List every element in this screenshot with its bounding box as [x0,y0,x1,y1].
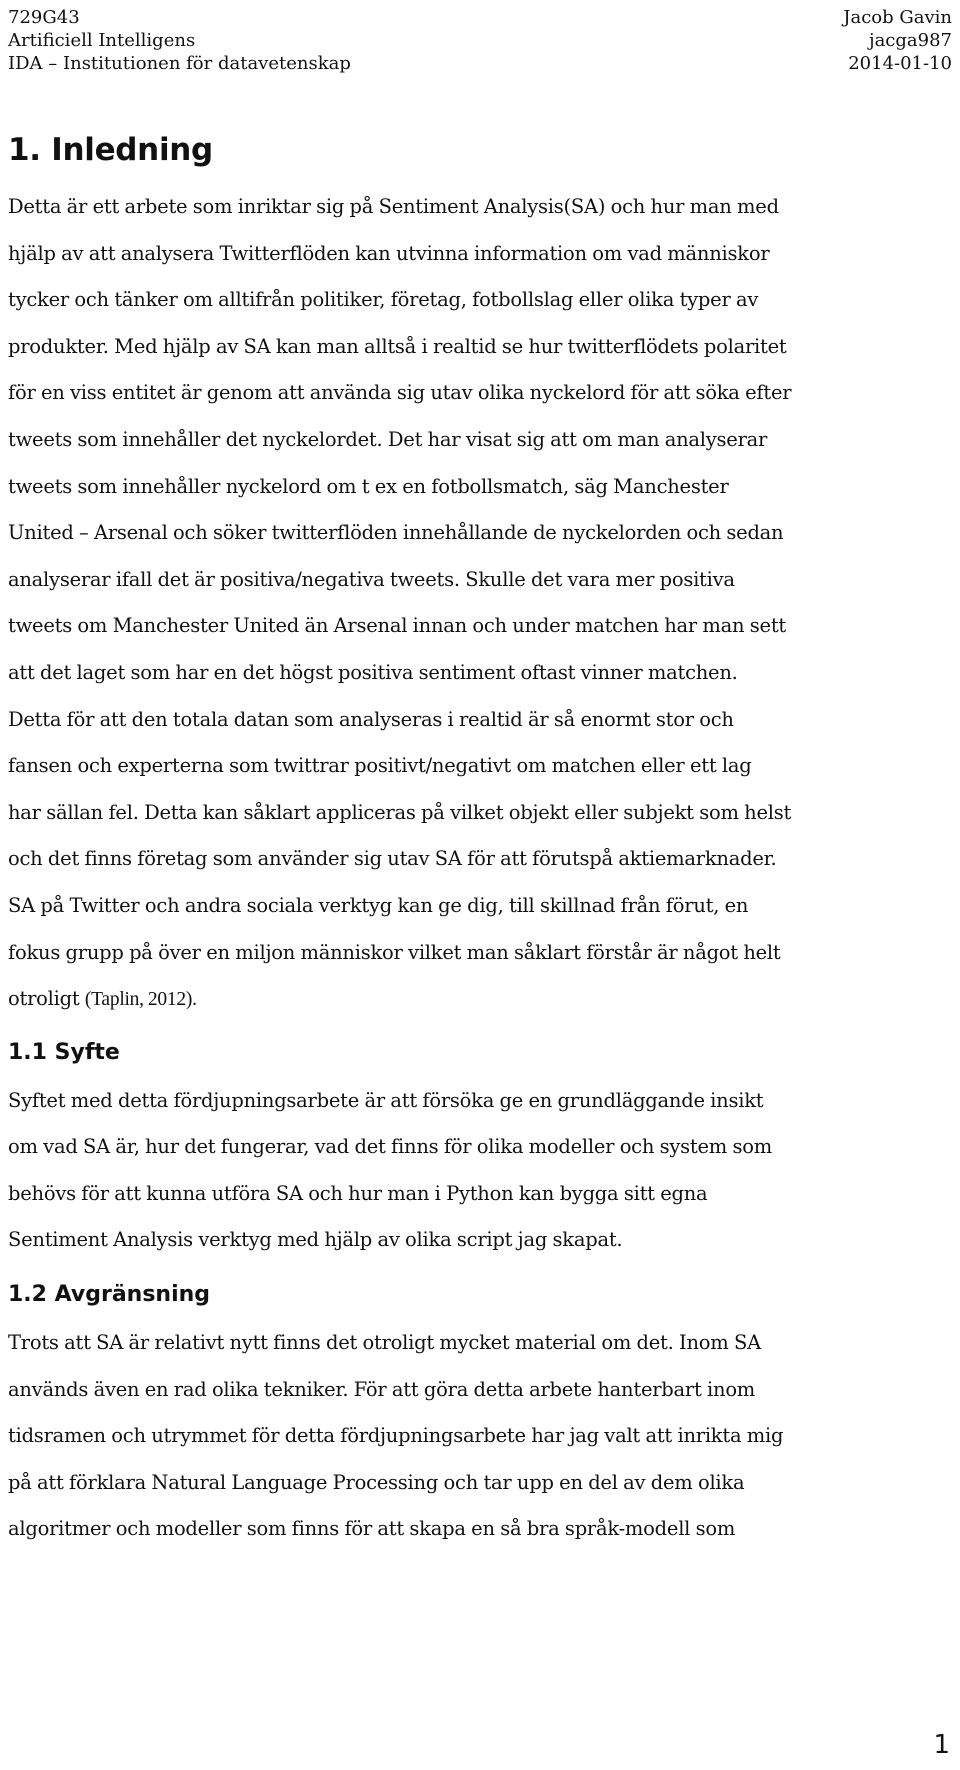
text-line: behövs för att kunna utföra SA och hur man i Python kan bygga sitt egna [8,1181,708,1205]
text-line: har sällan fel. Detta kan såklart appliceras på vilket objekt eller subjekt som helst [8,800,792,824]
text-line: fansen och experterna som twittrar positivt/negativt om matchen eller ett lag [8,754,752,778]
text-line: produkter. Med hjälp av SA kan man alltså i realtid se hur twitterflödets polaritet [8,334,787,358]
text-line: Detta är ett arbete som inriktar sig på Sentiment Analysis(SA) och hur man med [8,195,779,218]
text-line: på att förklara Natural Language Processing och tar upp en del av dem olika [8,1470,745,1494]
text-line: hjälp av att analysera Twitterflöden kan utvinna information om vad människor [8,241,770,265]
text-line: tweets om Manchester United än Arsenal innan och under matchen har man sett [8,614,786,638]
document-date: 2014-01-10 [848,53,952,74]
text-line: tidsramen och utrymmet för detta fördjupningsarbete har jag valt att inrikta mig [8,1424,784,1448]
header-right [843,6,952,75]
text-line: för en viss entitet är genom att använda sig utav olika nyckelord för att söka efter [8,381,792,405]
paragraph-inledning [8,184,952,1024]
text-line: fokus grupp på över en miljon människor vilket man såklart förstår är något helt [8,940,781,964]
section-heading-avgransning: 1.2 Avgränsning [8,1282,211,1308]
section-heading-syfte: 1.1 Syfte [8,1039,120,1065]
text-line: United – Arsenal och söker twitterflöden innehållande de nyckelorden och sedan [8,521,784,545]
text-line-last [8,976,952,1024]
text-line: tweets som innehåller det nyckelordet. Det har visat sig att om man analyserar [8,427,768,451]
text-fragment: otroligt [8,987,85,1011]
text-line: om vad SA är, hur det fungerar, vad det finns för olika modeller och system som [8,1135,772,1159]
text-line: att det laget som har en det högst positiva sentiment oftast vinner matchen. [8,660,738,684]
paragraph-syfte [8,1078,952,1264]
page-number: 1 [933,1730,950,1760]
header-left [8,6,351,75]
author-id: jacga987 [868,30,952,51]
text-line: Sentiment Analysis verktyg med hjälp av olika script jag skapat. [8,1228,623,1252]
text-line: SA på Twitter och andra sociala verktyg kan ge dig, till skillnad från förut, en [8,893,749,917]
course-code: 729G43 [8,7,80,28]
text-line: analyserar ifall det är positiva/negativa tweets. Skulle det vara mer positiva [8,567,735,591]
text-line: Detta för att den totala datan som analyseras i realtid är så enormt stor och [8,707,734,731]
author-name: Jacob Gavin [843,7,952,28]
text-line: tweets som innehåller nyckelord om t ex en fotbollsmatch, säg Manchester [8,474,729,498]
text-line: tycker och tänker om alltifrån politiker, företag, fotbollslag eller olika typer av [8,288,759,312]
department: IDA – Institutionen för datavetenskap [8,53,351,74]
text-line: Trots att SA är relativt nytt finns det otroligt mycket material om det. Inom SA [8,1331,761,1355]
page-header [8,6,952,76]
citation: (Taplin, 2012). [84,989,197,1011]
text-line: algoritmer och modeller som finns för att skapa en så bra språk-modell som [8,1517,736,1541]
document-body [8,130,952,1553]
course-name: Artificiell Intelligens [8,30,196,51]
paragraph-avgransning [8,1320,952,1553]
section-heading-inledning: 1. Inledning [8,132,213,168]
text-line: och det finns företag som använder sig utav SA för att förutspå aktiemarknader. [8,847,777,871]
text-line: används även en rad olika tekniker. För att göra detta arbete hanterbart inom [8,1377,756,1401]
text-line: Syftet med detta fördjupningsarbete är att försöka ge en grundläggande insikt [8,1088,764,1112]
